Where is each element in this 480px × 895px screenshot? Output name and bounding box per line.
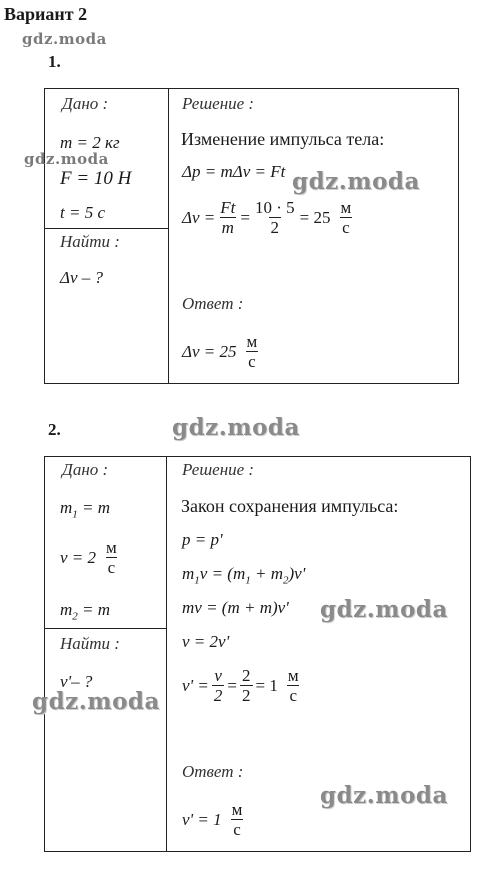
unit-denominator: с	[248, 352, 256, 371]
problem-2-solution-line-2: p = p'	[182, 530, 223, 549]
watermark: gdz.moda	[320, 596, 448, 623]
unit-numerator: м	[340, 198, 352, 217]
problem-1-given-header: Дано :	[62, 94, 109, 113]
var-part: )v'	[288, 564, 306, 583]
fraction-numerator: Ft	[220, 198, 236, 217]
subscript: 1	[245, 574, 251, 587]
answer-value: Δv = 25	[182, 341, 237, 361]
problem-1-number: 1.	[48, 52, 61, 71]
formula-fraction	[253, 198, 297, 237]
fraction-denominator: 2	[242, 686, 251, 705]
problem-2-given-velocity	[60, 538, 122, 577]
problem-1-find-value: Δv – ?	[60, 268, 104, 287]
unit-fraction	[338, 198, 353, 237]
problem-1-find-header: Найти :	[60, 232, 120, 251]
problem-2-number: 2.	[48, 420, 61, 439]
formula-equals: =	[227, 675, 237, 695]
problem-1-given-mass: m = 2 кг	[60, 133, 120, 152]
unit-numerator: м	[106, 538, 117, 557]
problem-1-column-divider	[168, 88, 169, 384]
answer-value: v' = 1	[182, 809, 222, 829]
var-part: m	[182, 564, 195, 583]
formula-fraction	[240, 666, 253, 705]
formula-fraction	[212, 666, 225, 705]
problem-2-column-divider	[166, 456, 167, 852]
problem-2-find-header: Найти :	[60, 634, 120, 653]
unit-fraction	[245, 332, 260, 371]
problem-2-answer	[182, 800, 247, 839]
subscript: 1	[194, 574, 200, 587]
problem-1-answer	[182, 332, 262, 371]
var-part: + m	[250, 564, 283, 583]
unit-denominator: с	[107, 558, 116, 577]
fraction-denominator: 2	[213, 686, 223, 705]
problem-2-given-header: Дано :	[62, 460, 109, 479]
var-rest: = m	[77, 600, 111, 619]
problem-2-solution-line-4: mv = (m + m)v'	[182, 598, 289, 617]
fraction-numerator: 2	[242, 666, 251, 685]
var-part: v = (m	[199, 564, 246, 583]
subscript: 1	[72, 508, 78, 521]
problem-2-solution-line-1: Закон сохранения импульса:	[181, 496, 399, 516]
fraction-numerator: 10 · 5	[254, 198, 295, 217]
watermark: gdz.moda	[22, 30, 107, 48]
unit-denominator: с	[233, 820, 241, 839]
formula-lhs: v' =	[182, 675, 209, 695]
watermark: gdz.moda	[24, 150, 109, 168]
formula-lhs: Δv =	[182, 207, 216, 227]
problem-2-answer-header: Ответ :	[182, 762, 244, 781]
formula-fraction	[218, 198, 237, 237]
problem-1-answer-header: Ответ :	[182, 294, 244, 313]
problem-1-solution-line-2: Δp = mΔv = Ft	[182, 162, 286, 181]
velocity-value: v = 2	[60, 547, 97, 567]
fraction-denominator: 2	[270, 218, 280, 237]
watermark: gdz.moda	[172, 414, 300, 441]
problem-1-formula	[182, 198, 356, 237]
problem-2-row-divider	[44, 628, 166, 629]
problem-2-solution-line-3	[182, 564, 305, 586]
problem-2-given-m1	[60, 498, 110, 520]
unit-fraction	[286, 666, 301, 705]
watermark: gdz.moda	[320, 782, 448, 809]
problem-1-solution-line-1: Изменение импульса тела:	[181, 129, 385, 149]
problem-1-row-divider	[44, 228, 168, 229]
problem-2-given-m2	[60, 600, 110, 622]
unit-fraction	[104, 538, 119, 577]
subscript: 2	[72, 610, 78, 623]
unit-fraction	[230, 800, 245, 839]
fraction-denominator: m	[221, 218, 234, 237]
formula-result: = 25	[299, 207, 331, 227]
watermark: gdz.moda	[292, 168, 420, 195]
problem-2-formula	[182, 666, 304, 705]
problem-2-solution-header: Решение :	[182, 460, 255, 479]
variant-title: Вариант 2	[4, 4, 88, 24]
problem-1-given-force: F = 10 Н	[60, 168, 132, 189]
problem-1-given-time: t = 5 с	[60, 203, 105, 222]
problem-2-solution-line-5: v = 2v'	[182, 632, 230, 651]
unit-denominator: с	[289, 686, 297, 705]
var-m: m	[60, 498, 73, 517]
var-rest: = m	[77, 498, 111, 517]
fraction-numerator: v	[214, 666, 222, 685]
formula-equals: =	[240, 207, 250, 227]
unit-numerator: м	[287, 666, 299, 685]
unit-denominator: с	[342, 218, 350, 237]
problem-1-solution-header: Решение :	[182, 94, 255, 113]
unit-numerator: м	[246, 332, 258, 351]
problem-2-find-value: v'– ?	[60, 672, 93, 691]
formula-result: = 1	[255, 675, 278, 695]
var-m: m	[60, 600, 73, 619]
unit-numerator: м	[231, 800, 243, 819]
subscript: 2	[283, 574, 289, 587]
watermark: gdz.moda	[32, 688, 160, 715]
